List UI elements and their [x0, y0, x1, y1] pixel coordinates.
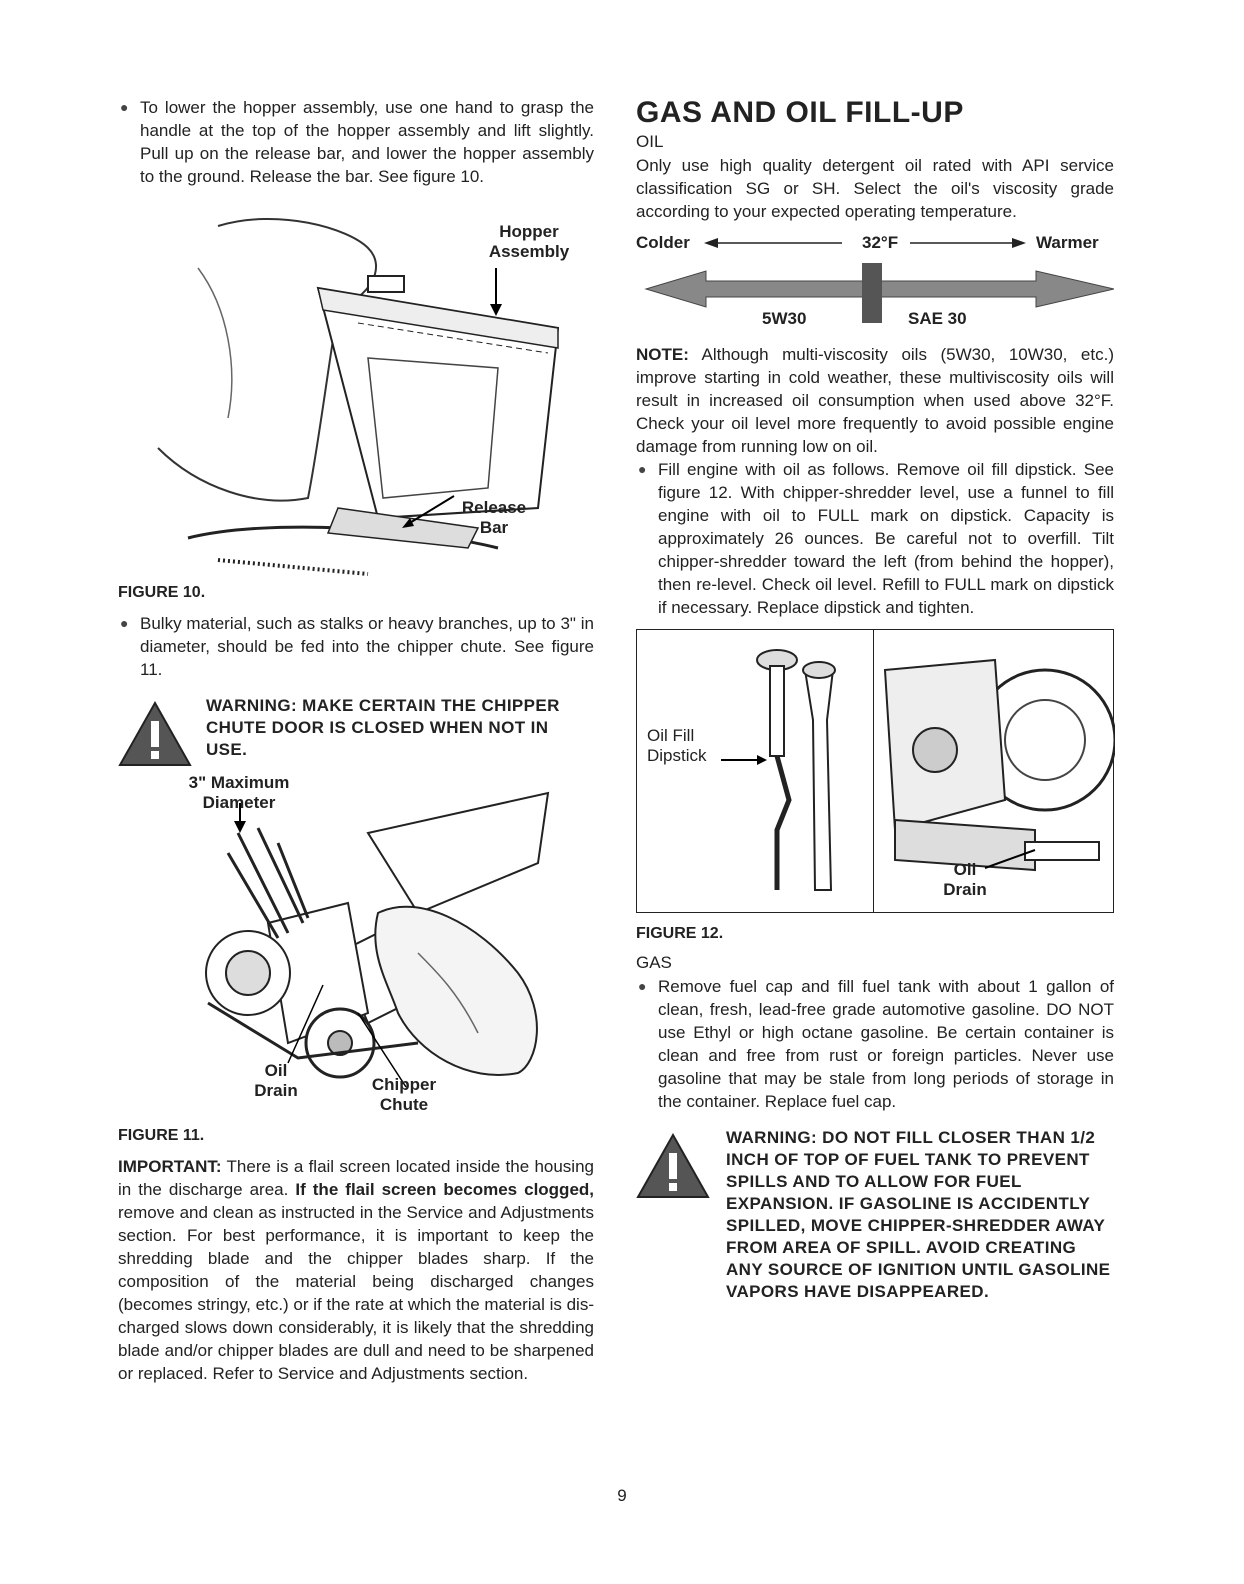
oil-temperature-scale	[636, 229, 1114, 343]
warning-fuel-tank: WARNING: DO NOT FILL CLOSER THAN 1/2 INCH OF TOP OF FUEL TANK TO PREVENT SPILLS AND TO ALLOW FOR FUEL EXPANSION. IF GASOLINE IS ACCIDENTLY SPILLED, MOVE CHIPPER-SHREDDER AWAY FROM AREA OF SPILL. AVOID CREATING ANY SOURCE OF IGNITION UNTIL GASOLINE VAPORS HAVE DISAPPEARED.	[636, 1127, 1114, 1303]
bullet-bulky-material: ● Bulky material, such as stalks or heavy branches, up to 3" in diameter, should be fed into the chipper chute. See figure 11.	[120, 614, 594, 679]
oil-subheading: OIL	[636, 132, 664, 151]
warning-triangle-icon	[636, 1133, 710, 1199]
bullet-gas: ● Remove fuel cap and fill fuel tank with about 1 gallon of clean, fresh, lead-free grade automotive gasoline. DO NOT use Ethyl or high octane gasoline. Be certain container is clean and free from rust or foreign particles. Never use gasoline that may be stale from long periods of storage in the container. Replace fuel cap.	[638, 977, 1114, 1111]
grade-sae30-label: SAE 30	[908, 309, 967, 328]
figure-10	[118, 188, 594, 580]
callout-hopper-assembly: Hopper Assembly	[488, 222, 570, 261]
figure-11-caption: FIGURE 11.	[118, 1127, 205, 1144]
figure-11	[118, 773, 594, 1129]
callout-maximum-diameter: 3" Maximum Diameter	[188, 773, 290, 812]
bullet-icon: ●	[120, 615, 129, 631]
page-number: 9	[617, 1486, 627, 1505]
figure-10-caption: FIGURE 10.	[118, 584, 206, 601]
bullet-icon: ●	[638, 978, 647, 994]
right-column	[636, 96, 1114, 1303]
warmer-label: Warmer	[1036, 233, 1099, 252]
figure-12	[636, 629, 1114, 913]
grade-5w30-label: 5W30	[762, 309, 807, 328]
chipper-shredder-illustration	[118, 773, 594, 1129]
bullet-icon: ●	[638, 461, 647, 477]
important-paragraph: IMPORTANT: There is a flail screen located inside the housing in the discharge area. If the flail screen becomes clogged, remove and clean as instructed in the Service and Adjustments section. For best performance, it is important to keep the shredding blade and the chipper blades sharp. If the composition of the material being discharged changes (becomes stringy, etc.) or if the rate at which the material is discharged slows down considerably, it is likely that the shredding blade and/or chipper blades are dull and need to be sharpened or replaced. Refer to Service and Adjustments section.	[118, 1157, 595, 1383]
figure-divider	[873, 630, 874, 912]
bullet-icon: ●	[120, 99, 129, 115]
gas-subheading: GAS	[636, 953, 672, 972]
callout-release-bar: Release Bar	[461, 498, 527, 537]
warning-triangle-icon	[118, 701, 192, 767]
warning-chute-door: WARNING: MAKE CERTAIN THE CHIPPER CHUTE DOOR IS CLOSED WHEN NOT IN USE.	[118, 695, 594, 761]
callout-oil-drain-fig12: Oil Drain	[943, 860, 987, 899]
note-paragraph: NOTE: Although multi-viscosity oils (5W30, 10W30, etc.) improve starting in cold weather, these multiviscosity oils will result in increased oil consumption when used above 32°F. Check your oil level more frequently to avoid possible engine damage from running low on oil.	[636, 345, 1114, 456]
oil-paragraph: Only use high quality detergent oil rated with API service classification SG or SH. Select the oil's viscosity grade according to your expected operating temperature.	[636, 156, 1114, 221]
bullet-lower-hopper: ● To lower the hopper assembly, use one hand to grasp the handle at the top of the hopper assembly and lift slightly. Pull up on the release bar, and lower the hopper assembly to the ground. Release the bar. See figure 10.	[120, 98, 594, 186]
dipstick-illustration	[637, 630, 873, 910]
left-column	[118, 96, 594, 1385]
callout-chipper-chute: Chipper Chute	[371, 1075, 437, 1114]
engine-oil-drain-illustration	[875, 630, 1115, 910]
section-heading: GAS AND OIL FILL-UP	[636, 96, 964, 129]
callout-oil-drain: Oil Drain	[254, 1061, 298, 1100]
figure-12-caption: FIGURE 12.	[636, 925, 724, 942]
colder-label: Colder	[636, 233, 690, 252]
callout-oil-fill-dipstick: Oil Fill Dipstick	[647, 726, 707, 765]
temperature-scale-graphic	[636, 229, 1114, 343]
temperature-32f-label: 32°F	[862, 233, 899, 252]
bullet-fill-engine: ● Fill engine with oil as follows. Remove oil fill dipstick. See figure 12. With chipper-shredder level, use a funnel to fill engine with oil to FULL mark on dipstick. Capacity is approximately 26 ounces. Be careful not to overfill. Tilt chipper-shredder toward the left (from behind the hopper), then re-level. Check oil level. Refill to FULL mark on dipstick if necessary. Replace dipstick and tighten.	[638, 460, 1114, 617]
